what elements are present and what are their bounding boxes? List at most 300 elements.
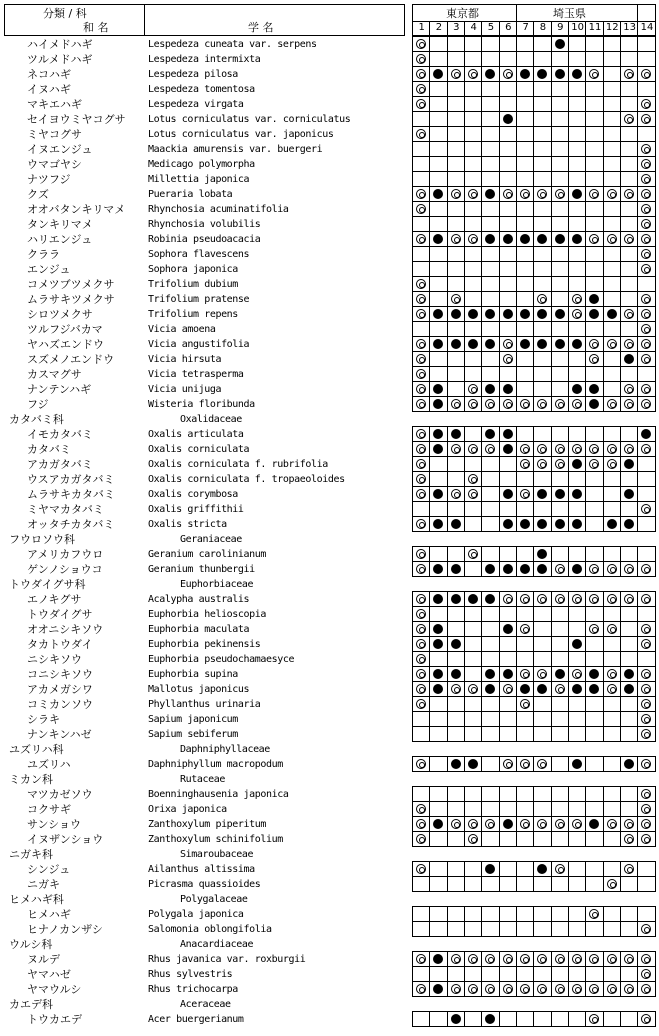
species-name-ja: コメツブツメクサ (27, 278, 115, 291)
species-name-sci: Oxalis articulata (148, 429, 244, 440)
occurrence-cell (638, 727, 655, 742)
double-circle-mark (624, 399, 634, 409)
double-circle-mark (416, 204, 426, 214)
filled-circle-mark (589, 399, 599, 409)
occurrence-cell (621, 142, 638, 157)
double-circle-mark (520, 399, 530, 409)
occurrence-cell (604, 622, 621, 637)
double-circle-mark (589, 624, 599, 634)
occurrence-cell (586, 442, 603, 457)
occurrence-cell (448, 622, 465, 637)
occurrence-cell (413, 517, 430, 532)
occurrence-cell (430, 697, 447, 712)
filled-circle-mark (433, 69, 443, 79)
double-circle-mark (607, 819, 617, 829)
occurrence-cell (604, 592, 621, 607)
double-circle-mark (641, 1014, 651, 1024)
occurrence-cell (638, 442, 655, 457)
occurrence-cell (534, 172, 551, 187)
occurrence-cell (586, 652, 603, 667)
occurrence-cell (482, 157, 499, 172)
occurrence-cell (517, 472, 534, 487)
occurrence-cell (430, 172, 447, 187)
double-circle-mark (589, 954, 599, 964)
occurrence-cell (500, 637, 517, 652)
double-circle-mark (485, 399, 495, 409)
species-name-sci: Salomonia oblongifolia (148, 924, 272, 935)
occurrence-cell (534, 697, 551, 712)
occurrence-cell (448, 52, 465, 67)
occurrence-cell (638, 322, 655, 337)
species-name-ja: シロツメクサ (27, 308, 93, 321)
occurrence-cell (500, 307, 517, 322)
species-name-ja: ミヤマカタバミ (27, 503, 104, 516)
double-circle-mark (555, 399, 565, 409)
occurrence-cell (569, 967, 586, 982)
double-circle-mark (416, 444, 426, 454)
filled-circle-mark (433, 489, 443, 499)
species-name-ja: クララ (27, 248, 60, 261)
filled-circle-mark (555, 669, 565, 679)
occurrence-cell (604, 832, 621, 847)
species-name-ja: ムラサキカタバミ (27, 488, 115, 501)
occurrence-cell (569, 337, 586, 352)
occurrence-cell (534, 712, 551, 727)
occurrence-cell (517, 127, 534, 142)
occurrence-cell (534, 277, 551, 292)
occurrence-cell (448, 397, 465, 412)
family-name-sci: Polygalaceae (180, 894, 248, 905)
double-circle-mark (520, 699, 530, 709)
occurrence-cell (517, 562, 534, 577)
filled-circle-mark (433, 639, 443, 649)
occurrence-cell (586, 517, 603, 532)
occurrence-cell (465, 787, 482, 802)
occurrence-cell (569, 382, 586, 397)
occurrence-cell (569, 517, 586, 532)
occurrence-cell (500, 337, 517, 352)
occurrence-cell (465, 802, 482, 817)
occurrence-cell (604, 247, 621, 262)
family-name-ja: ユズリハ科 (9, 743, 64, 756)
occurrence-cell (638, 172, 655, 187)
occurrence-cell (552, 817, 569, 832)
occurrence-cell (586, 982, 603, 997)
occurrence-cell (569, 487, 586, 502)
double-circle-mark (641, 444, 651, 454)
double-circle-mark (468, 549, 478, 559)
filled-circle-mark (485, 429, 495, 439)
occurrence-cell (500, 262, 517, 277)
occurrence-cell (500, 247, 517, 262)
occurrence-cell (604, 127, 621, 142)
double-circle-mark (485, 984, 495, 994)
occurrence-cell (465, 127, 482, 142)
occurrence-cell (465, 877, 482, 892)
occurrence-cell (482, 922, 499, 937)
double-circle-mark (451, 954, 461, 964)
occurrence-cell (517, 37, 534, 52)
occurrence-cell (586, 112, 603, 127)
occurrence-cell (413, 397, 430, 412)
filled-circle-mark (589, 819, 599, 829)
filled-circle-mark (572, 639, 582, 649)
occurrence-cell (500, 97, 517, 112)
occurrence-cell (569, 652, 586, 667)
occurrence-cell (586, 307, 603, 322)
filled-circle-mark (555, 339, 565, 349)
species-name-sci: Sophora flavescens (148, 249, 250, 260)
species-name-sci: Lespedeza cuneata var. serpens (148, 39, 317, 50)
filled-circle-mark (485, 339, 495, 349)
occurrence-cell (638, 562, 655, 577)
occurrence-cell (448, 1012, 465, 1027)
filled-circle-mark (537, 339, 547, 349)
occurrence-cell (482, 652, 499, 667)
occurrence-cell (552, 637, 569, 652)
occurrence-cell (569, 427, 586, 442)
occurrence-cell (465, 712, 482, 727)
species-name-ja: ニガキ (27, 878, 60, 891)
filled-circle-mark (503, 234, 513, 244)
double-circle-mark (589, 354, 599, 364)
occurrence-cell (534, 67, 551, 82)
occurrence-cell (604, 427, 621, 442)
double-circle-mark (641, 189, 651, 199)
occurrence-cell (638, 457, 655, 472)
occurrence-cell (534, 967, 551, 982)
occurrence-cell (500, 292, 517, 307)
filled-circle-mark (641, 429, 651, 439)
double-circle-mark (607, 624, 617, 634)
occurrence-cell (430, 367, 447, 382)
occurrence-cell (517, 172, 534, 187)
occurrence-cell (638, 1012, 655, 1027)
species-name-sci: Sophora japonica (148, 264, 238, 275)
occurrence-cell (552, 967, 569, 982)
occurrence-cell (465, 232, 482, 247)
double-circle-mark (641, 699, 651, 709)
species-name-ja: ナンテンハギ (27, 383, 92, 396)
double-circle-mark (520, 759, 530, 769)
filled-circle-mark (624, 759, 634, 769)
occurrence-cell (621, 922, 638, 937)
occurrence-cell (430, 307, 447, 322)
filled-circle-mark (520, 309, 530, 319)
species-name-sci: Ailanthus altissima (148, 864, 255, 875)
occurrence-cell (482, 82, 499, 97)
family-name-sci: Oxalidaceae (180, 414, 242, 425)
occurrence-cell (586, 817, 603, 832)
occurrence-cell (552, 187, 569, 202)
occurrence-cell (482, 802, 499, 817)
occurrence-cell (586, 787, 603, 802)
occurrence-cell (586, 397, 603, 412)
filled-circle-mark (607, 309, 617, 319)
double-circle-mark (555, 594, 565, 604)
occurrence-cell (621, 397, 638, 412)
occurrence-cell (586, 622, 603, 637)
occurrence-cell (552, 112, 569, 127)
occurrence-cell (621, 622, 638, 637)
occurrence-cell (465, 547, 482, 562)
occurrence-cell (413, 637, 430, 652)
filled-circle-mark (503, 309, 513, 319)
occurrence-cell (517, 862, 534, 877)
double-circle-mark (416, 84, 426, 94)
species-name-sci: Euphorbia pseudochamaesyce (148, 654, 295, 665)
species-name-ja: セイヨウミヤコグサ (27, 113, 126, 126)
occurrence-cell (517, 907, 534, 922)
double-circle-mark (503, 189, 513, 199)
occurrence-cell (586, 712, 603, 727)
occurrence-cell (448, 982, 465, 997)
double-circle-mark (607, 984, 617, 994)
species-name-sci: Trifolium pratense (148, 294, 250, 305)
occurrence-cell (604, 367, 621, 382)
occurrence-cell (534, 652, 551, 667)
filled-circle-mark (451, 1014, 461, 1024)
occurrence-cell (413, 982, 430, 997)
double-circle-mark (607, 879, 617, 889)
occurrence-cell (604, 82, 621, 97)
occurrence-cell (430, 292, 447, 307)
occurrence-cell (517, 982, 534, 997)
species-name-sci: Boenninghausenia japonica (148, 789, 289, 800)
occurrence-cell (413, 802, 430, 817)
occurrence-cell (552, 442, 569, 457)
occurrence-cell (552, 352, 569, 367)
occurrence-cell (621, 652, 638, 667)
occurrence-cell (430, 862, 447, 877)
filled-circle-mark (555, 489, 565, 499)
occurrence-cell (621, 487, 638, 502)
double-circle-mark (641, 624, 651, 634)
occurrence-cell (604, 817, 621, 832)
occurrence-cell (638, 202, 655, 217)
double-circle-mark (485, 444, 495, 454)
double-circle-mark (416, 864, 426, 874)
double-circle-mark (468, 399, 478, 409)
occurrence-cell (500, 952, 517, 967)
occurrence-cell (569, 592, 586, 607)
occurrence-cell (534, 142, 551, 157)
filled-circle-mark (485, 684, 495, 694)
occurrence-cell (482, 127, 499, 142)
double-circle-mark (624, 984, 634, 994)
double-circle-mark (468, 834, 478, 844)
occurrence-cell (604, 52, 621, 67)
double-circle-mark (520, 189, 530, 199)
occurrence-cell (621, 247, 638, 262)
occurrence-cell (413, 97, 430, 112)
occurrence-cell (430, 712, 447, 727)
occurrence-cell (621, 877, 638, 892)
filled-circle-mark (589, 669, 599, 679)
occurrence-cell (552, 517, 569, 532)
occurrence-cell (604, 67, 621, 82)
occurrence-cell (465, 592, 482, 607)
occurrence-cell (569, 862, 586, 877)
double-circle-mark (468, 384, 478, 394)
occurrence-cell (413, 82, 430, 97)
occurrence-cell (430, 232, 447, 247)
family-name-sci: Geraniaceae (180, 534, 242, 545)
occurrence-cell (430, 322, 447, 337)
occurrence-cell (517, 727, 534, 742)
occurrence-cell (552, 652, 569, 667)
filled-circle-mark (607, 519, 617, 529)
species-name-ja: イヌハギ (27, 83, 71, 96)
double-circle-mark (641, 384, 651, 394)
occurrence-cell (517, 442, 534, 457)
occurrence-cell (534, 982, 551, 997)
species-name-ja: エノキグサ (27, 593, 82, 606)
occurrence-cell (534, 247, 551, 262)
occurrence-cell (604, 292, 621, 307)
double-circle-mark (641, 564, 651, 574)
occurrence-cell (638, 427, 655, 442)
occurrence-cell (500, 757, 517, 772)
filled-circle-mark (451, 669, 461, 679)
occurrence-cell (465, 397, 482, 412)
double-circle-mark (624, 309, 634, 319)
occurrence-grid-block (412, 591, 656, 742)
occurrence-cell (569, 367, 586, 382)
site-number-8: 8 (539, 22, 547, 33)
occurrence-cell (552, 157, 569, 172)
occurrence-cell (534, 802, 551, 817)
double-circle-mark (416, 69, 426, 79)
occurrence-cell (604, 157, 621, 172)
occurrence-cell (448, 472, 465, 487)
occurrence-cell (621, 562, 638, 577)
species-name-ja: カスマグサ (27, 368, 82, 381)
occurrence-cell (552, 907, 569, 922)
species-name-ja: ウスアカガタバミ (27, 473, 115, 486)
occurrence-cell (413, 502, 430, 517)
filled-circle-mark (537, 684, 547, 694)
occurrence-cell (430, 982, 447, 997)
occurrence-cell (569, 712, 586, 727)
species-name-ja: タンキリマメ (27, 218, 93, 231)
occurrence-cell (638, 952, 655, 967)
occurrence-cell (448, 592, 465, 607)
occurrence-cell (482, 457, 499, 472)
filled-circle-mark (537, 309, 547, 319)
double-circle-mark (485, 954, 495, 964)
filled-circle-mark (468, 309, 478, 319)
occurrence-cell (465, 967, 482, 982)
occurrence-cell (569, 112, 586, 127)
species-name-ja: エンジュ (27, 263, 71, 276)
occurrence-cell (621, 82, 638, 97)
double-circle-mark (416, 459, 426, 469)
occurrence-cell (638, 637, 655, 652)
occurrence-cell (586, 322, 603, 337)
occurrence-cell (517, 952, 534, 967)
double-circle-mark (537, 954, 547, 964)
double-circle-mark (589, 189, 599, 199)
occurrence-cell (448, 457, 465, 472)
double-circle-mark (641, 264, 651, 274)
species-name-ja: イヌエンジュ (27, 143, 93, 156)
occurrence-cell (621, 607, 638, 622)
occurrence-cell (552, 307, 569, 322)
occurrence-cell (430, 832, 447, 847)
occurrence-cell (482, 562, 499, 577)
occurrence-cell (604, 562, 621, 577)
double-circle-mark (416, 819, 426, 829)
occurrence-cell (638, 382, 655, 397)
occurrence-cell (482, 727, 499, 742)
occurrence-cell (569, 802, 586, 817)
species-name-sci: Rhus trichocarpa (148, 984, 238, 995)
occurrence-cell (500, 967, 517, 982)
occurrence-cell (500, 487, 517, 502)
occurrence-cell (569, 82, 586, 97)
occurrence-cell (586, 832, 603, 847)
occurrence-cell (517, 967, 534, 982)
double-circle-mark (537, 399, 547, 409)
occurrence-cell (465, 907, 482, 922)
occurrence-cell (465, 817, 482, 832)
filled-circle-mark (433, 189, 443, 199)
species-name-ja: スズメノエンドウ (27, 353, 115, 366)
occurrence-cell (430, 592, 447, 607)
occurrence-cell (430, 517, 447, 532)
double-circle-mark (416, 699, 426, 709)
filled-circle-mark (451, 309, 461, 319)
occurrence-cell (448, 322, 465, 337)
filled-circle-mark (433, 444, 443, 454)
occurrence-cell (621, 592, 638, 607)
occurrence-cell (482, 607, 499, 622)
occurrence-cell (413, 337, 430, 352)
occurrence-cell (638, 967, 655, 982)
occurrence-cell (482, 142, 499, 157)
occurrence-cell (448, 487, 465, 502)
occurrence-cell (465, 202, 482, 217)
occurrence-cell (517, 217, 534, 232)
species-name-sci: Daphniphyllum macropodum (148, 759, 283, 770)
occurrence-cell (586, 352, 603, 367)
double-circle-mark (589, 564, 599, 574)
filled-circle-mark (433, 954, 443, 964)
occurrence-cell (430, 607, 447, 622)
species-name-ja: ヤハズエンドウ (27, 338, 104, 351)
occurrence-cell (534, 82, 551, 97)
filled-circle-mark (433, 594, 443, 604)
occurrence-cell (586, 247, 603, 262)
occurrence-cell (604, 862, 621, 877)
double-circle-mark (624, 339, 634, 349)
double-circle-mark (416, 984, 426, 994)
occurrence-cell (552, 52, 569, 67)
double-circle-mark (416, 834, 426, 844)
occurrence-cell (552, 592, 569, 607)
occurrence-cell (638, 307, 655, 322)
species-name-sci: Acer buergerianum (148, 1014, 244, 1025)
double-circle-mark (416, 549, 426, 559)
occurrence-cell (586, 727, 603, 742)
occurrence-cell (586, 547, 603, 562)
occurrence-cell (638, 622, 655, 637)
occurrence-cell (448, 367, 465, 382)
double-circle-mark (468, 984, 478, 994)
occurrence-cell (413, 817, 430, 832)
occurrence-cell (448, 232, 465, 247)
